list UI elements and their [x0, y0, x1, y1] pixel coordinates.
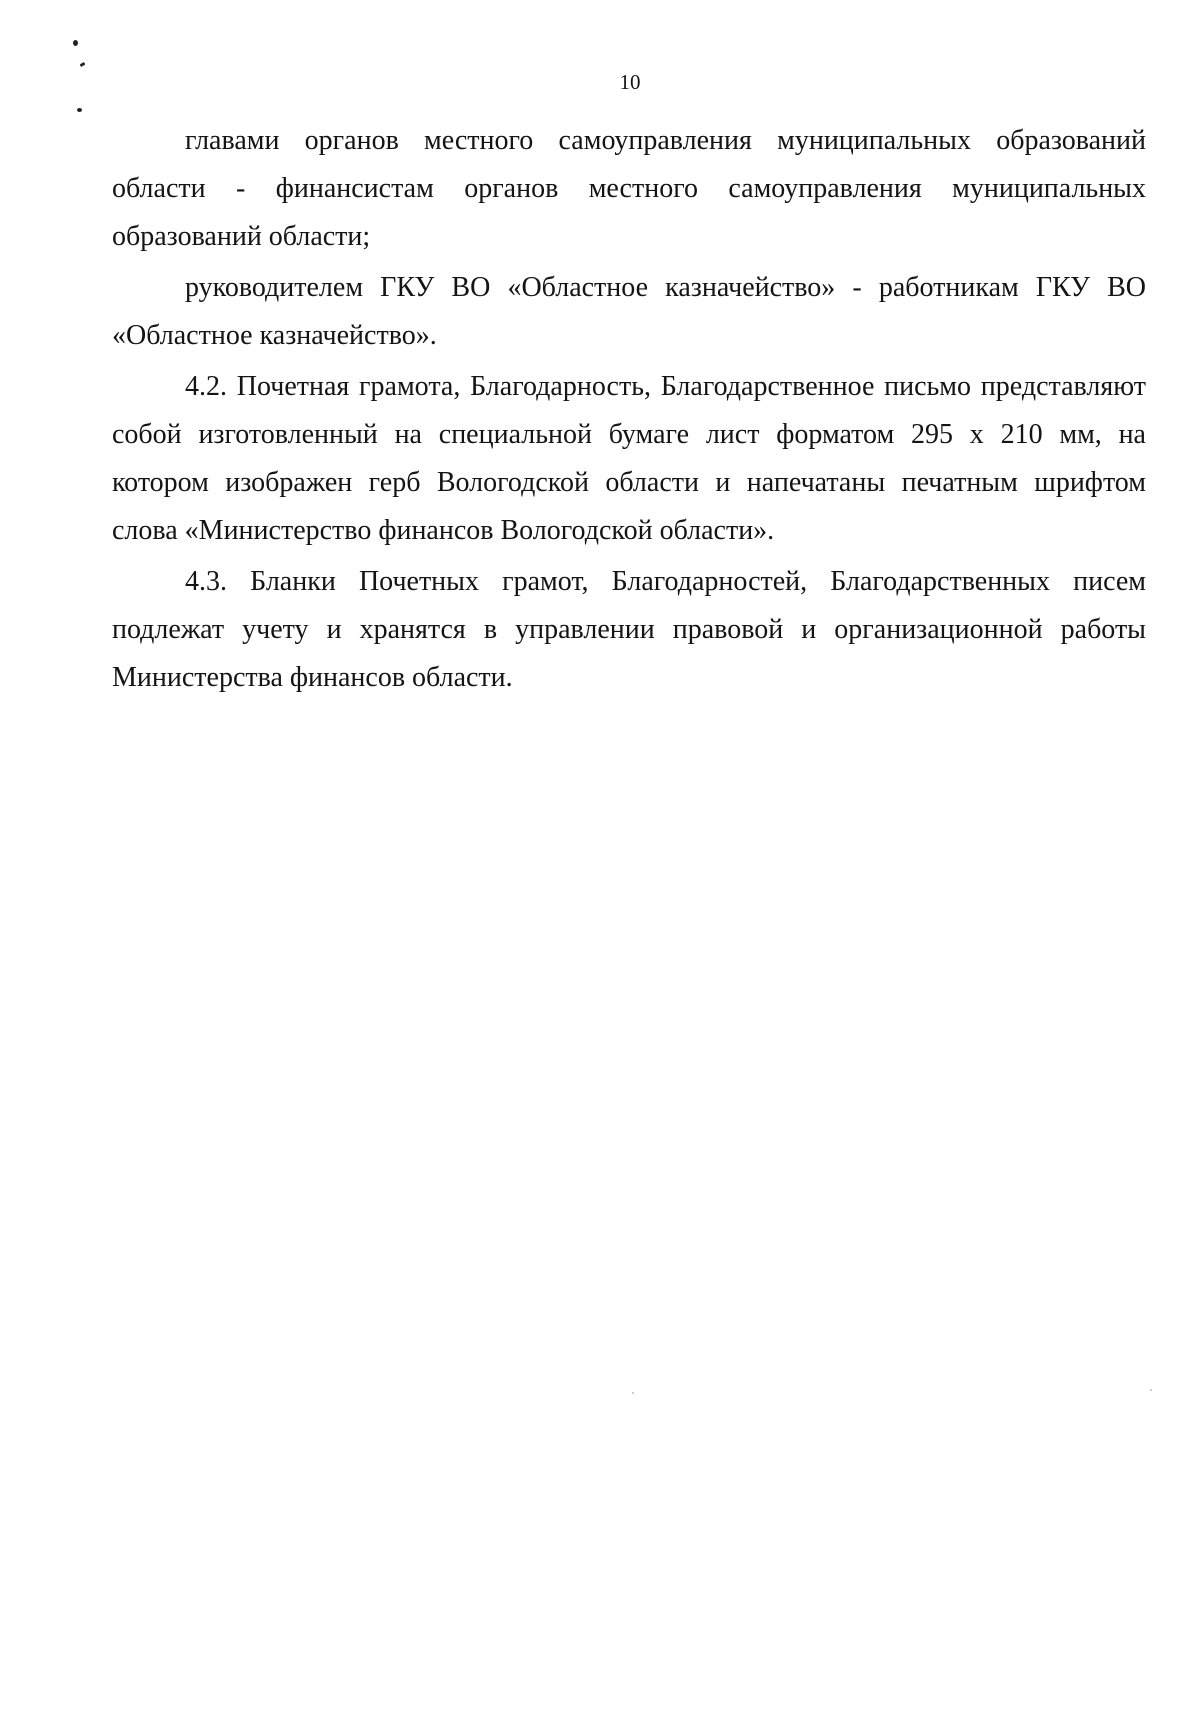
text-line: 4.3. Бланки Почетных грамот, Благодарностей, Благодарственных писем — [185, 566, 1146, 597]
scan-artifact-mark — [73, 40, 78, 46]
paragraph-heads-of-local-government — [112, 117, 1146, 261]
text-line: «Областное казначейство». — [112, 320, 437, 351]
page-number: 10 — [619, 70, 641, 94]
text-line: руководителем ГКУ ВО «Областное казначейство» - работникам ГКУ ВО — [185, 272, 1146, 303]
text-line: котором изображен герб Вологодской области и напечатаны печатным шрифтом — [112, 467, 1146, 498]
text-line: подлежат учету и хранятся в управлении правовой и организационной работы — [112, 614, 1146, 645]
paragraph-4-2-award-forms — [112, 363, 1146, 555]
text-line: 4.2. Почетная грамота, Благодарность, Благодарственное письмо представляют — [185, 371, 1146, 402]
text-line: слова «Министерство финансов Вологодской области». — [112, 515, 775, 546]
document-body — [112, 117, 1146, 705]
text-line: собой изготовленный на специальной бумаге лист форматом 295 х 210 мм, на — [112, 419, 1146, 450]
text-line: Министерства финансов области. — [112, 662, 513, 693]
text-line: главами органов местного самоуправления муниципальных образований — [185, 125, 1146, 156]
text-line: образований области; — [112, 221, 371, 252]
paragraph-4-3-blank-storage — [112, 558, 1146, 702]
scan-artifact-mark — [77, 108, 82, 112]
scan-artifact-dot — [632, 1392, 634, 1394]
text-line: области - финансистам органов местного самоуправления муниципальных — [112, 173, 1146, 204]
scan-artifact-dot — [1150, 1389, 1152, 1391]
paragraph-treasury-head — [112, 264, 1146, 360]
scan-artifact-mark — [80, 62, 86, 67]
